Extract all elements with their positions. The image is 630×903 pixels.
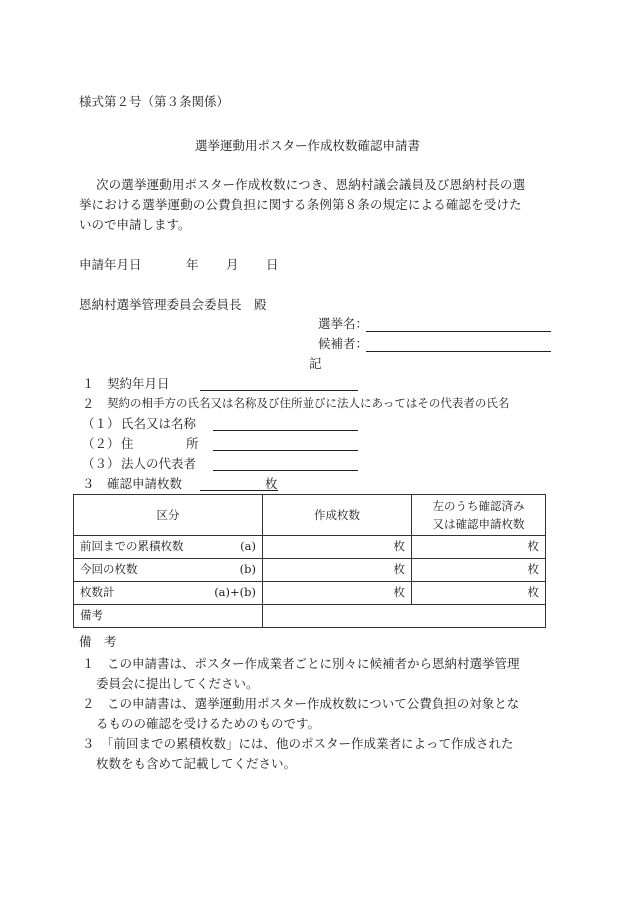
table-row (74, 536, 546, 559)
confirmed-count-cell[interactable] (412, 536, 546, 559)
header-category: 区分 (74, 495, 263, 536)
row-tag: (a)+(b) (214, 585, 256, 600)
note-2-number: ２ (82, 696, 95, 711)
unit-label: 枚 (527, 539, 539, 554)
name-label: 氏名又は名称 (121, 416, 197, 431)
row-label: 枚数計 (80, 585, 115, 600)
address-label-b: 所 (186, 436, 199, 451)
application-date-label: 申請年月日 (79, 257, 142, 272)
addressee: 恩納村選挙管理委員会委員長 殿 (79, 297, 267, 312)
address-field[interactable] (213, 450, 358, 451)
sub-3-number: （３） (82, 456, 120, 471)
item-1-number: １ (82, 376, 95, 391)
note-3-line-2: 枚数をも含めて記載してください。 (96, 756, 297, 771)
unit-label: 枚 (527, 585, 539, 600)
header-created: 作成枚数 (263, 495, 412, 536)
confirmed-count-cell[interactable] (412, 559, 546, 582)
ki-heading: 記 (309, 356, 322, 371)
row-label: 備考 (80, 608, 103, 623)
created-count-cell[interactable] (263, 536, 412, 559)
note-2-line-2: るものの確認を受けるためのものです。 (96, 716, 321, 731)
requested-count-label: 確認申請枚数 (107, 476, 183, 491)
note-1-line-2: 委員会に提出してください。 (96, 676, 259, 691)
row-tag: (b) (239, 562, 256, 577)
item-3-number: ３ (82, 476, 95, 491)
intro-line-2: 挙における選挙運動の公費負担に関する条例第８条の規定による確認を受けた (79, 197, 522, 212)
intro-line-1: 次の選挙運動用ポスター作成枚数につき、恩納村議会議員及び恩納村長の選 (96, 177, 526, 192)
unit-label: 枚 (393, 562, 405, 577)
representative-label: 法人の代表者 (121, 456, 197, 471)
election-name-field[interactable] (366, 331, 551, 332)
candidate-label: 候補者： (318, 336, 369, 351)
note-1-line-1: この申請書は、ポスター作成業者ごとに別々に候補者から恩納村選挙管理 (107, 656, 520, 671)
unit-label: 枚 (393, 539, 405, 554)
address-label-a: 住 (121, 436, 134, 451)
form-number: 様式第２号（第３条関係） (79, 94, 230, 109)
requested-count-unit: 枚 (265, 476, 278, 491)
representative-field[interactable] (213, 470, 358, 471)
name-field[interactable] (213, 430, 358, 431)
count-table (73, 494, 546, 628)
counterparty-label: 契約の相手方の氏名又は名称及び住所並びに法人にあってはその代表者の氏名 (107, 396, 510, 410)
remarks-cell[interactable] (263, 605, 546, 628)
unit-label: 枚 (527, 562, 539, 577)
note-1-number: １ (82, 656, 95, 671)
row-tag: (a) (240, 539, 256, 554)
note-3-line-1: 「前回までの累積枚数」には、他のポスター作成業者によって作成された (101, 736, 514, 751)
table-row (74, 582, 546, 605)
header-confirmed (412, 495, 546, 536)
application-date-year: 年 (186, 257, 199, 272)
note-2-line-1: この申請書は、選挙運動用ポスター作成枚数について公費負担の対象とな (107, 696, 520, 711)
row-label: 前回までの累積枚数 (80, 539, 184, 554)
unit-label: 枚 (393, 585, 405, 600)
note-3-number: ３ (82, 736, 95, 751)
notes-heading: 備 考 (79, 634, 117, 649)
table-row (74, 605, 546, 628)
intro-line-3: いので申請します。 (79, 217, 191, 232)
sub-2-number: （２） (82, 436, 120, 451)
created-count-cell[interactable] (263, 559, 412, 582)
application-date-day: 日 (266, 257, 279, 272)
header-confirmed-line-1: 左のうち確認済み (432, 498, 525, 513)
sub-1-number: （１） (82, 416, 120, 431)
table-row (74, 559, 546, 582)
contract-date-field[interactable] (200, 390, 358, 391)
application-date-month: 月 (226, 257, 239, 272)
candidate-field[interactable] (366, 351, 551, 352)
election-name-label: 選挙名： (318, 316, 369, 331)
table-header-row (74, 495, 546, 536)
contract-date-label: 契約年月日 (107, 376, 170, 391)
created-count-cell[interactable] (263, 582, 412, 605)
header-confirmed-line-2: 又は確認申請枚数 (432, 517, 525, 531)
item-2-number: ２ (82, 396, 95, 411)
row-label: 今回の枚数 (80, 562, 138, 577)
page-title: 選挙運動用ポスター作成枚数確認申請書 (195, 138, 421, 153)
confirmed-count-cell[interactable] (412, 582, 546, 605)
